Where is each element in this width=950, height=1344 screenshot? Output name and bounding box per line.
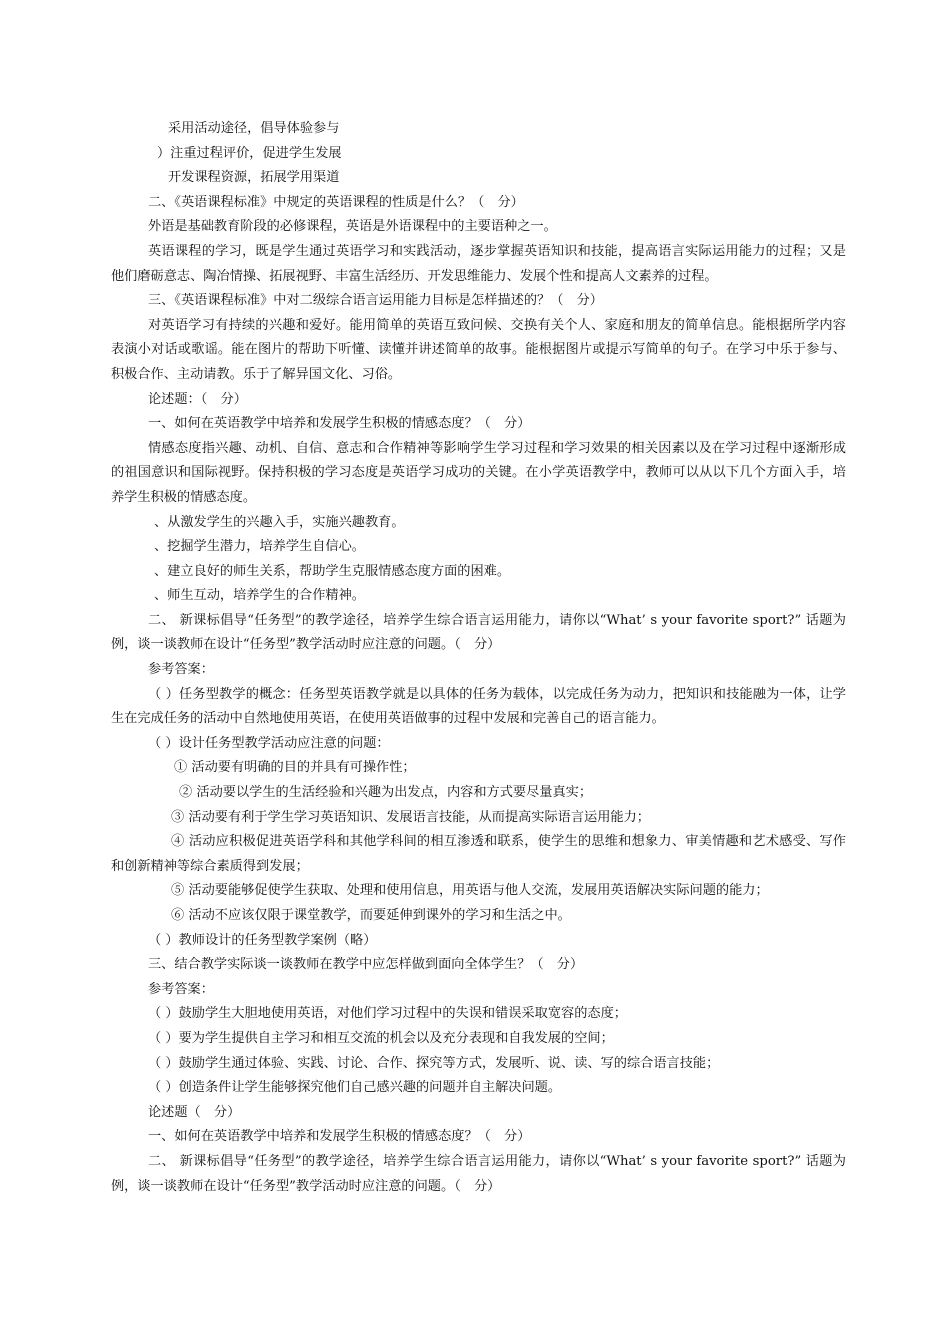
list-item: 开发课程资源，拓展学用渠道 bbox=[168, 170, 340, 186]
list-item: 采用活动途径，倡导体验参与 bbox=[168, 121, 340, 136]
question-heading: 二、《英语课程标准》中规定的英语课程的性质是什么？（ 分） bbox=[148, 194, 524, 210]
list-item: ⑤ 活动要能够促使学生获取、处理和使用信息，用英语与他人交流，发展用英语解决实际问题的能力； bbox=[171, 883, 769, 899]
document-body bbox=[111, 117, 846, 1199]
list-item: ）注重过程评价，促进学生发展 bbox=[157, 145, 342, 161]
list-item: ④ 活动应积极促进英语学科和其他学科间的相互渗透和联系，使学生的思维和想象力、审美情趣和艺术感受、写作和创新精神等综合素质得到发展； bbox=[111, 834, 846, 874]
section-heading: 论述题：（ 分） bbox=[148, 391, 247, 407]
list-item: 、师生互动，培养学生的合作精神。 bbox=[154, 588, 365, 604]
paragraph: （ ）教师设计的任务型教学案例（略） bbox=[148, 932, 377, 948]
question-heading: 二、 新课标倡导“任务型”的教学途径，培养学生综合语言运用能力，请你以“What’ s your favorite sport?” 话题为例，谈一谈教师在设计“任务型”教学活动时应注意的问题。（ 分） bbox=[111, 1153, 846, 1194]
list-item: 、挖掘学生潜力，培养学生自信心。 bbox=[154, 539, 365, 555]
answer-label: 参考答案： bbox=[148, 662, 214, 678]
list-item: 、建立良好的师生关系，帮助学生克服情感态度方面的困难。 bbox=[154, 563, 511, 579]
paragraph: （ ）任务型教学的概念：任务型英语教学就是以具体的任务为载体，以完成任务为动力，把知识和技能融为一体，让学生在完成任务的活动中自然地使用英语，在使用英语做事的过程中发展和完善自己的语言能力。 bbox=[111, 686, 846, 727]
list-item: 、从激发学生的兴趣入手，实施兴趣教育。 bbox=[154, 514, 405, 530]
list-item: ② 活动要以学生的生活经验和兴趣为出发点，内容和方式要尽量真实； bbox=[179, 785, 593, 801]
question-heading: 一、如何在英语教学中培养和发展学生积极的情感态度？（ 分） bbox=[148, 1129, 531, 1145]
section-heading: 论述题（ 分） bbox=[148, 1104, 241, 1120]
list-item: （ ）要为学生提供自主学习和相互交流的机会以及充分表现和自我发展的空间； bbox=[148, 1030, 614, 1046]
list-item: （ ）鼓励学生大胆地使用英语，对他们学习过程中的失误和错误采取宽容的态度； bbox=[148, 1006, 627, 1022]
question-heading: 三、结合教学实际谈一谈教师在教学中应怎样做到面向全体学生？（ 分） bbox=[148, 957, 584, 973]
list-item: ① 活动要有明确的目的并具有可操作性； bbox=[174, 760, 416, 776]
question-heading: 二、 新课标倡导“任务型”的教学途径，培养学生综合语言运用能力，请你以“What’ s your favorite sport?” 话题为例，谈一谈教师在设计“任务型”教学活动时应注意的问题。（ 分） bbox=[111, 612, 846, 653]
paragraph: 英语课程的学习，既是学生通过英语学习和实践活动，逐步掌握英语知识和技能，提高语言实际运用能力的过程；又是他们磨砺意志、陶冶情操、拓展视野、丰富生活经历、开发思维能力、发展个性和提高人文素养的过程。 bbox=[111, 243, 846, 284]
paragraph: （ ）设计任务型教学活动应注意的问题： bbox=[148, 735, 390, 751]
list-item: ⑥ 活动不应该仅限于课堂教学，而要延伸到课外的学习和生活之中。 bbox=[171, 908, 571, 923]
list-item: ③ 活动要有利于学生学习英语知识、发展语言技能，从而提高实际语言运用能力； bbox=[171, 809, 650, 825]
paragraph: 情感态度指兴趣、动机、自信、意志和合作精神等影响学生学习过程和学习效果的相关因素以及在学习过程中逐渐形成的祖国意识和国际视野。保持积极的学习态度是英语学习成功的关键。在小学英语教学中，教师可以从以下几个方面入手，培养学生积极的情感态度。 bbox=[111, 440, 846, 505]
question-heading: 三、《英语课程标准》中对二级综合语言运用能力目标是怎样描述的？（ 分） bbox=[148, 293, 603, 309]
list-item: （ ）鼓励学生通过体验、实践、讨论、合作、探究等方式，发展听、说、读、写的综合语言技能； bbox=[148, 1055, 720, 1071]
list-item: （ ）创造条件让学生能够探究他们自己感兴趣的问题并自主解决问题。 bbox=[148, 1080, 562, 1096]
answer-label: 参考答案： bbox=[148, 981, 214, 997]
paragraph: 对英语学习有持续的兴趣和爱好。能用简单的英语互致问候、交换有关个人、家庭和朋友的简单信息。能根据所学内容表演小对话或歌谣。能在图片的帮助下听懂、读懂并讲述简单的故事。能根据图片或提示写简单的句子。在学习中乐于参与、积极合作、主动请教。乐于了解异国文化、习俗。 bbox=[111, 317, 846, 382]
paragraph: 外语是基础教育阶段的必修课程，英语是外语课程中的主要语种之一。 bbox=[148, 219, 557, 235]
question-heading: 一、如何在英语教学中培养和发展学生积极的情感态度？（ 分） bbox=[148, 416, 531, 432]
